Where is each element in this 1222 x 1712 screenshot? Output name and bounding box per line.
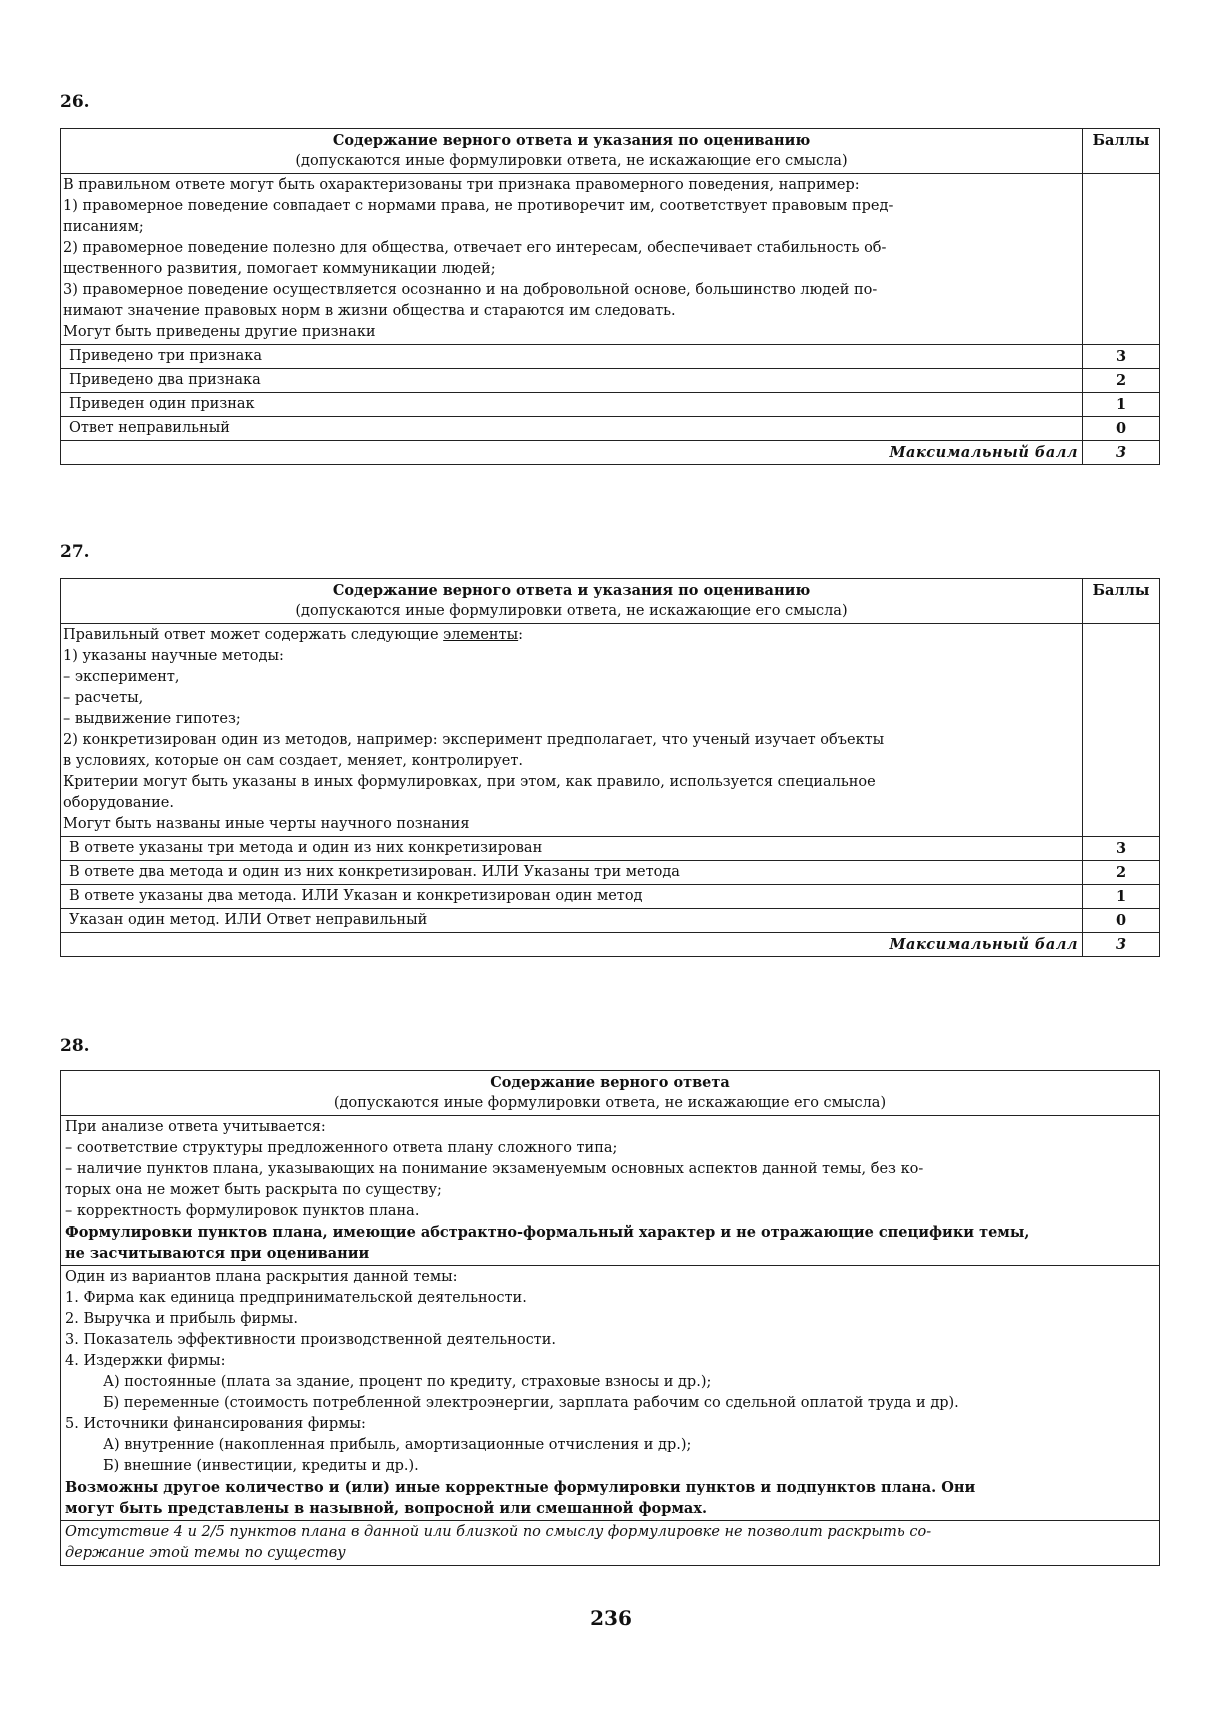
criterion-points: 1 — [1083, 393, 1160, 417]
analysis-line: – соответствие структуры предложенного ответа плану сложного типа; — [65, 1140, 618, 1156]
header-cell — [61, 579, 1083, 624]
footer-line: держание этой темы по существу — [65, 1545, 346, 1561]
table-26 — [60, 128, 1160, 465]
plan-item: 1. Фирма как единица предпринимательской деятельности. — [65, 1290, 527, 1306]
answer-line: оборудование. — [63, 795, 174, 811]
criterion-row — [61, 345, 1160, 369]
criterion-text: Приведено два признака — [61, 369, 1083, 393]
answer-intro: Правильный ответ может содержать следующие элементы: — [63, 627, 524, 643]
analysis-bold-line: не засчитываются при оценивании — [65, 1245, 370, 1262]
plan-note: могут быть представлены в назывной, вопросной или смешанной формах. — [65, 1500, 708, 1517]
answer-line: 1) указаны научные методы: — [63, 648, 284, 664]
criterion-text: Приведен один признак — [61, 393, 1083, 417]
answer-line: 2) правомерное поведение полезно для общества, отвечает его интересам, обеспечивает стабильность об- — [63, 240, 887, 256]
plan-note: Возможны другое количество и (или) иные корректные формулировки пунктов и подпунктов плана. Они — [65, 1479, 976, 1496]
question-number-28: 28. — [60, 1036, 90, 1056]
criterion-row — [61, 417, 1160, 441]
answer-line: Критерии могут быть указаны в иных формулировках, при этом, как правило, используется специальное — [63, 774, 876, 790]
answer-line: – эксперимент, — [63, 669, 180, 685]
analysis-line: торых она не может быть раскрыта по существу; — [65, 1182, 442, 1198]
table-27 — [60, 578, 1160, 957]
criterion-text: В ответе два метода и один из них конкретизирован. ИЛИ Указаны три метода — [61, 861, 1083, 885]
max-score-label: Максимальный балл — [61, 933, 1083, 957]
criterion-row — [61, 861, 1160, 885]
plan-subitem: А) внутренние (накопленная прибыль, амортизационные отчисления и др.); — [103, 1437, 692, 1453]
criterion-points: 0 — [1083, 417, 1160, 441]
plan-item: 2. Выручка и прибыль фирмы. — [65, 1311, 298, 1327]
header-subtitle: (допускаются иные формулировки ответа, не искажающие его смысла) — [295, 153, 848, 169]
analysis-line: – наличие пунктов плана, указывающих на понимание экзаменуемым основных аспектов данной темы, без ко- — [65, 1161, 924, 1177]
plan-item: 4. Издержки фирмы: — [65, 1353, 226, 1369]
plan-item: 5. Источники финансирования фирмы: — [65, 1416, 366, 1432]
answer-line: – расчеты, — [63, 690, 144, 706]
answer-line: 1) правомерное поведение совпадает с нормами права, не противоречит им, соответствует правовым пред- — [63, 198, 894, 214]
criterion-row — [61, 393, 1160, 417]
max-score-row — [61, 441, 1160, 465]
underlined-word: элементы — [443, 627, 519, 643]
header-subtitle: (допускаются иные формулировки ответа, не искажающие его смысла) — [333, 1095, 887, 1111]
points-header: Баллы — [1083, 129, 1160, 174]
criterion-points: 3 — [1083, 345, 1160, 369]
criterion-text: В ответе указаны три метода и один из них конкретизирован — [61, 837, 1083, 861]
points-header: Баллы — [1083, 579, 1160, 624]
answer-line: – выдвижение гипотез; — [63, 711, 241, 727]
analysis-line: – корректность формулировок пунктов плана. — [65, 1203, 420, 1219]
answer-line: Могут быть названы иные черты научного познания — [63, 816, 470, 832]
header-title: Содержание верного ответа и указания по оцениванию — [332, 132, 811, 149]
answer-content — [61, 624, 1083, 837]
criterion-points: 2 — [1083, 369, 1160, 393]
header-title: Содержание верного ответа — [490, 1074, 730, 1091]
answer-line: В правильном ответе могут быть охарактеризованы три признака правомерного поведения, например: — [63, 177, 860, 193]
analysis-block — [61, 1116, 1160, 1266]
plan-subitem: Б) внешние (инвестиции, кредиты и др.). — [103, 1458, 419, 1474]
header-title: Содержание верного ответа и указания по оцениванию — [332, 582, 811, 599]
criterion-text: В ответе указаны два метода. ИЛИ Указан и конкретизирован один метод — [61, 885, 1083, 909]
plan-intro: Один из вариантов плана раскрытия данной темы: — [65, 1269, 458, 1285]
answer-line: 2) конкретизирован один из методов, например: эксперимент предполагает, что ученый изучает объекты — [63, 732, 885, 748]
max-score-row — [61, 933, 1160, 957]
max-score-value: 3 — [1083, 933, 1160, 957]
answer-line: 3) правомерное поведение осуществляется осознанно и на добровольной основе, большинство людей по- — [63, 282, 878, 298]
table-28 — [60, 1070, 1160, 1566]
criterion-points: 1 — [1083, 885, 1160, 909]
analysis-line: При анализе ответа учитывается: — [65, 1119, 326, 1135]
plan-subitem: Б) переменные (стоимость потребленной электроэнергии, зарплата рабочим со сдельной оплатой труда и др). — [103, 1395, 959, 1411]
max-score-label: Максимальный балл — [61, 441, 1083, 465]
header-cell — [61, 1071, 1160, 1116]
criterion-row — [61, 885, 1160, 909]
criterion-text: Приведено три признака — [61, 345, 1083, 369]
answer-line: писаниям; — [63, 219, 144, 235]
max-score-value: 3 — [1083, 441, 1160, 465]
answer-line: Могут быть приведены другие признаки — [63, 324, 376, 340]
plan-block — [61, 1266, 1160, 1521]
criterion-text: Указан один метод. ИЛИ Ответ неправильный — [61, 909, 1083, 933]
footer-line: Отсутствие 4 и 2/5 пунктов плана в данной или близкой по смыслу формулировке не позволит раскрыть со- — [65, 1524, 932, 1540]
plan-item: 3. Показатель эффективности производственной деятельности. — [65, 1332, 556, 1348]
analysis-bold-line: Формулировки пунктов плана, имеющие абстрактно-формальный характер и не отражающие специфики темы, — [65, 1224, 1030, 1241]
footer-note — [61, 1521, 1160, 1566]
criterion-points: 3 — [1083, 837, 1160, 861]
page-number: 236 — [590, 1606, 632, 1630]
answer-line: нимают значение правовых норм в жизни общества и стараются им следовать. — [63, 303, 676, 319]
header-cell — [61, 129, 1083, 174]
plan-subitem: А) постоянные (плата за здание, процент по кредиту, страховые взносы и др.); — [103, 1374, 712, 1390]
criterion-text: Ответ неправильный — [61, 417, 1083, 441]
answer-line: в условиях, которые он сам создает, меняет, контролирует. — [63, 753, 523, 769]
question-number-26: 26. — [60, 92, 90, 112]
criterion-row — [61, 837, 1160, 861]
criterion-points: 0 — [1083, 909, 1160, 933]
header-subtitle: (допускаются иные формулировки ответа, не искажающие его смысла) — [295, 603, 848, 619]
answer-content — [61, 174, 1083, 345]
answer-line: щественного развития, помогает коммуникации людей; — [63, 261, 496, 277]
criterion-row — [61, 369, 1160, 393]
criterion-row — [61, 909, 1160, 933]
question-number-27: 27. — [60, 542, 90, 562]
criterion-points: 2 — [1083, 861, 1160, 885]
